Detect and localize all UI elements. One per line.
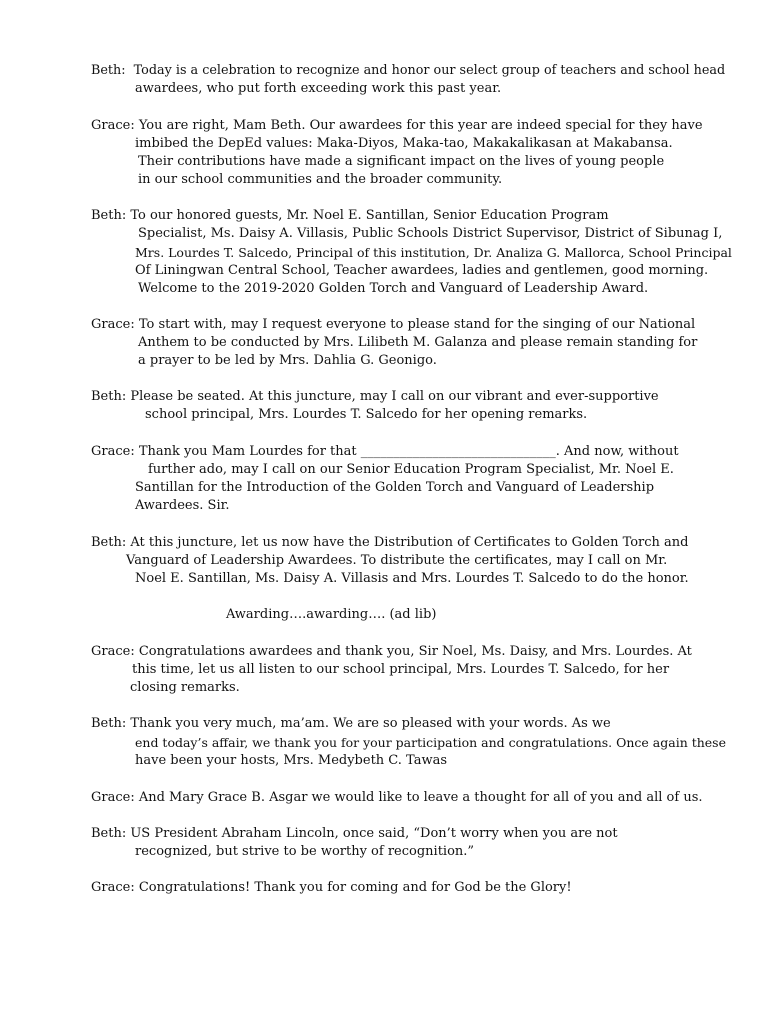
text-line: Grace: To start with, may I request everyone to please stand for the singing of our National bbox=[91, 317, 696, 332]
text-line: Beth: US President Abraham Lincoln, once said, “Don’t worry when you are not bbox=[91, 826, 618, 841]
text-line: Grace: You are right, Mam Beth. Our awardees for this year are indeed special for they have bbox=[91, 118, 703, 133]
text-line: a prayer to be led by Mrs. Dahlia G. Geonigo. bbox=[138, 353, 437, 368]
text-line: end today’s affair, we thank you for your participation and congratulations. Once again these bbox=[135, 735, 726, 750]
text-line: further ado, may I call on our Senior Education Program Specialist, Mr. Noel E. bbox=[148, 462, 674, 477]
text-line: this time, let us all listen to our school principal, Mrs. Lourdes T. Salcedo, for her bbox=[132, 662, 670, 677]
text-line: Of Liningwan Central School, Teacher awardees, ladies and gentlemen, good morning. bbox=[135, 263, 709, 278]
text-line: Grace: And Mary Grace B. Asgar we would like to leave a thought for all of you and all of us. bbox=[91, 790, 703, 805]
text-line: have been your hosts, Mrs. Medybeth C. Tawas bbox=[135, 753, 448, 768]
text-line: Vanguard of Leadership Awardees. To distribute the certificates, may I call on Mr. bbox=[126, 553, 668, 568]
text-line: Grace: Congratulations awardees and thank you, Sir Noel, Ms. Daisy, and Mrs. Lourdes. At bbox=[91, 644, 692, 659]
text-line: Anthem to be conducted by Mrs. Lilibeth M. Galanza and please remain standing for bbox=[138, 335, 698, 350]
text-line: Mrs. Lourdes T. Salcedo, Principal of this institution, Dr. Analiza G. Mallorca, School Principal bbox=[135, 245, 732, 260]
text-line: Beth: To our honored guests, Mr. Noel E. Santillan, Senior Education Program bbox=[91, 208, 609, 223]
text-line: Their contributions have made a significant impact on the lives of young people bbox=[138, 154, 665, 169]
text-line: Grace: Thank you Mam Lourdes for that ______________________________. And now, without bbox=[91, 444, 679, 459]
text-line: Welcome to the 2019-2020 Golden Torch and Vanguard of Leadership Award. bbox=[138, 281, 649, 296]
text-line: Awarding….awarding…. (ad lib) bbox=[226, 607, 437, 622]
text-line: in our school communities and the broader community. bbox=[138, 172, 503, 187]
text-line: imbibed the DepEd values: Maka-Diyos, Maka-tao, Makakalikasan at Makabansa. bbox=[135, 136, 673, 151]
text-line: Santillan for the Introduction of the Golden Torch and Vanguard of Leadership bbox=[135, 480, 655, 495]
text-line: closing remarks. bbox=[130, 680, 240, 695]
text-line: awardees, who put forth exceeding work this past year. bbox=[135, 81, 502, 96]
text-line: Beth: Please be seated. At this juncture, may I call on our vibrant and ever-supportive bbox=[91, 389, 659, 404]
text-line: Awardees. Sir. bbox=[135, 498, 230, 513]
text-line: Beth: Today is a celebration to recognize and honor our select group of teachers and school head bbox=[91, 63, 726, 78]
text-line: Grace: Congratulations! Thank you for coming and for God be the Glory! bbox=[91, 880, 572, 895]
text-line: school principal, Mrs. Lourdes T. Salcedo for her opening remarks. bbox=[145, 407, 588, 422]
text-line: Specialist, Ms. Daisy A. Villasis, Public Schools District Supervisor, District of Sibunag I, bbox=[138, 226, 723, 241]
text-line: recognized, but strive to be worthy of recognition.” bbox=[135, 844, 475, 859]
text-line: Noel E. Santillan, Ms. Daisy A. Villasis and Mrs. Lourdes T. Salcedo to do the honor. bbox=[135, 571, 689, 586]
text-line: Beth: Thank you very much, ma’am. We are so pleased with your words. As we bbox=[91, 716, 611, 731]
text-line: Beth: At this juncture, let us now have the Distribution of Certificates to Golden Torch and bbox=[91, 535, 689, 550]
